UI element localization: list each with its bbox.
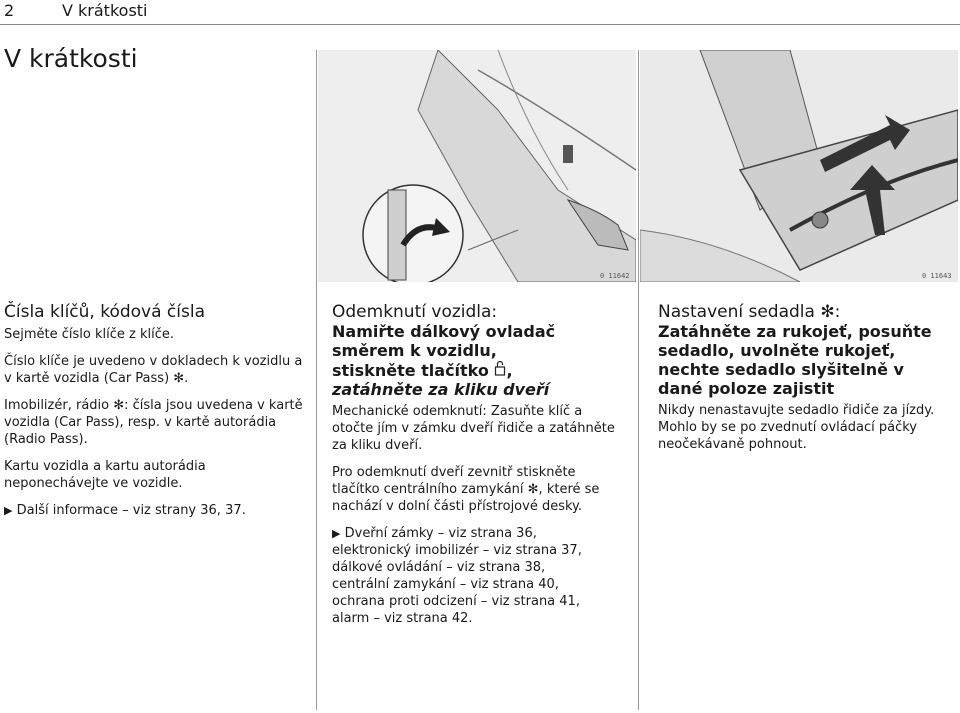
- seat-instruction: Zatáhněte za rukojeť, posuňte sedadlo, uvolněte rukojeť, nechte sedadlo slyšitelně v dané poloze zajistit: [658, 322, 932, 398]
- header-section-title: V krátkosti: [62, 1, 148, 20]
- page-title: V krátkosti: [4, 44, 138, 73]
- paragraph: Sejměte číslo klíče z klíče.: [4, 327, 174, 342]
- door-unlock-illustration: [318, 50, 636, 282]
- reference-text: Další informace – viz strany 36, 37.: [16, 503, 246, 518]
- paragraph: Číslo klíče je uvedeno v dokladech k vozidlu a v kartě vozidla (Car Pass) ✻.: [4, 354, 303, 386]
- image-code-left: 0 11642: [600, 272, 630, 280]
- header-divider: [0, 24, 960, 25]
- list-item: elektronický imobilizér – viz strana 37,: [332, 543, 582, 558]
- column-key-numbers: [4, 302, 304, 529]
- seat-adjust-illustration: [640, 50, 958, 282]
- column-divider-left: [316, 50, 317, 710]
- list-item: centrální zamykání – viz strana 40,: [332, 577, 559, 592]
- paragraph: Mechanické odemknutí: Zasuňte klíč a otočte jím v zámku dveří řidiče a zatáhněte za kliku dveří.: [332, 404, 615, 453]
- paragraph: Imobilizér, rádio ✻: čísla jsou uvedena v kartě vozidla (Car Pass), resp. v kartě autorádia (Radio Pass).: [4, 398, 303, 447]
- seat-adjust-drawing: [640, 50, 958, 282]
- seat-heading: Nastavení sedadla ✻:: [658, 302, 841, 322]
- unlock-step-1: Namiřte dálkový ovladač směrem k vozidlu,: [332, 322, 556, 360]
- column-seat: [658, 302, 953, 463]
- paragraph: Nikdy nenastavujte sedadlo řidiče za jízdy.: [658, 403, 935, 418]
- door-unlock-drawing: [318, 50, 636, 282]
- page-header: [0, 0, 960, 22]
- reference-list: [332, 525, 627, 627]
- unlock-icon: [494, 361, 506, 380]
- reference-line: [4, 502, 304, 519]
- arrow-right-icon: ▶: [4, 504, 13, 517]
- unlock-heading: Odemknutí vozidla:: [332, 302, 498, 322]
- paragraph: Kartu vozidla a kartu autorádia neponechávejte ve vozidle.: [4, 459, 206, 491]
- column-divider-right: [638, 50, 639, 710]
- unlock-step-2: stiskněte tlačítko ,: [332, 361, 513, 380]
- key-numbers-heading: Čísla klíčů, kódová čísla: [4, 302, 205, 322]
- list-item: dálkové ovládání – viz strana 38,: [332, 560, 546, 575]
- image-code-right: 0 11643: [922, 272, 952, 280]
- arrow-right-icon: ▶: [332, 527, 341, 540]
- list-item: ▶ Dveřní zámky – viz strana 36,: [332, 526, 537, 541]
- list-item: ochrana proti odcizení – viz strana 41,: [332, 594, 580, 609]
- column-unlock: [332, 302, 627, 627]
- list-item: alarm – viz strana 42.: [332, 611, 473, 626]
- paragraph: Pro odemknutí dveří zevnitř stiskněte tlačítko centrálního zamykání ✻, které se nachází v dolní části přístrojové desky.: [332, 465, 600, 514]
- paragraph: Mohlo by se po zvednutí ovládací páčky neočekávaně pohnout.: [658, 420, 917, 452]
- page-number: 2: [4, 1, 15, 20]
- unlock-step-3: zatáhněte za kliku dveří: [332, 380, 550, 399]
